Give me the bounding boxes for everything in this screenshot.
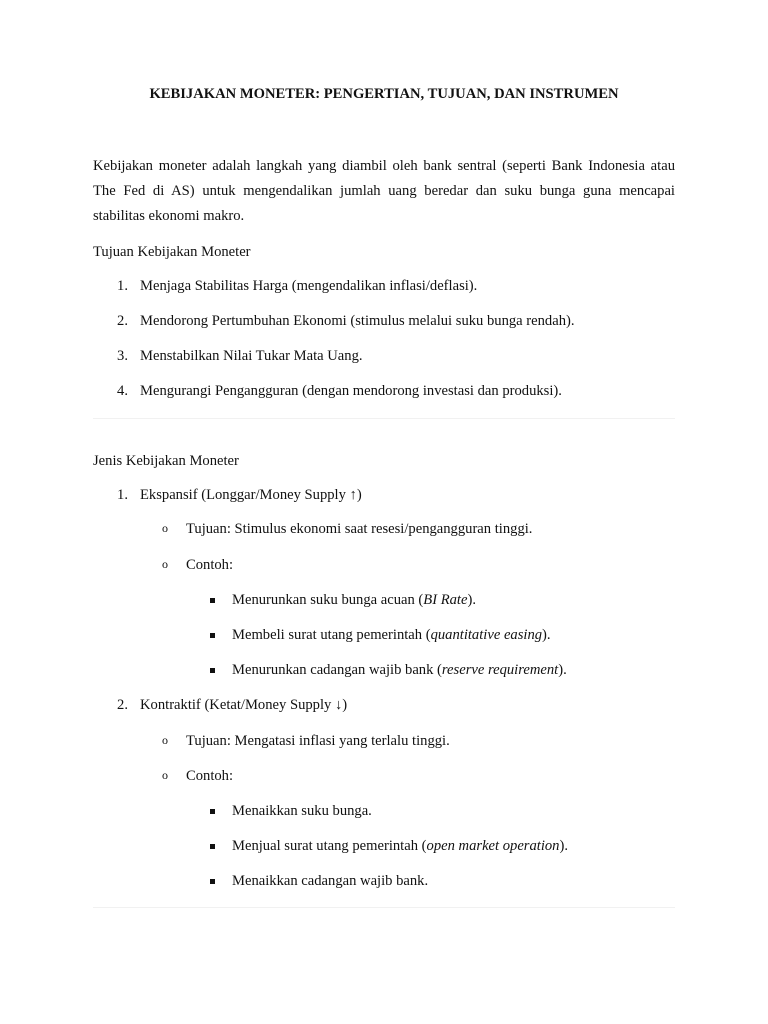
- kontraktif-contoh: Contoh:: [186, 768, 234, 784]
- hollow-bullet-icon: o: [162, 768, 168, 782]
- example-term: reserve requirement: [441, 662, 559, 678]
- example-suffix: ).: [467, 592, 476, 608]
- example-item: [232, 590, 476, 610]
- list-item-number: 2.: [117, 313, 128, 329]
- example-item: [232, 871, 428, 891]
- hollow-bullet-icon: o: [162, 557, 168, 571]
- list-item-number: 1.: [117, 487, 128, 503]
- example-term: quantitative easing: [430, 627, 543, 643]
- example-text: Menjual surat utang pemerintah (: [232, 838, 427, 854]
- list-item-text: Menjaga Stabilitas Harga (mengendalikan inflasi/deflasi).: [140, 278, 478, 294]
- hollow-bullet-icon: o: [162, 733, 168, 747]
- ekspansif-tujuan: Tujuan: Stimulus ekonomi saat resesi/pengangguran tinggi.: [186, 521, 533, 537]
- example-item: [232, 836, 568, 856]
- ekspansif-contoh: Contoh:: [186, 557, 234, 573]
- hollow-bullet-icon: o: [162, 521, 168, 535]
- example-suffix: ).: [559, 838, 568, 854]
- kontraktif-label: Kontraktif (Ketat/Money Supply ↓): [140, 697, 348, 713]
- list-item-number: 4.: [117, 383, 128, 399]
- example-term: BI Rate: [423, 592, 468, 608]
- example-text: Menaikkan suku bunga.: [232, 803, 372, 819]
- square-bullet-icon: [210, 633, 215, 638]
- example-item: [232, 625, 551, 645]
- example-item: [232, 660, 567, 680]
- list-item-number: 3.: [117, 348, 128, 364]
- list-item-text: Mendorong Pertumbuhan Ekonomi (stimulus melalui suku bunga rendah).: [140, 313, 575, 329]
- intro-paragraph: Kebijakan moneter adalah langkah yang diambil oleh bank sentral (seperti Bank Indonesia atau The Fed di AS) untuk mengendalikan jumlah uang beredar dan suku bunga guna mencapai stabilitas ekonomi makro.: [93, 158, 675, 224]
- square-bullet-icon: [210, 668, 215, 673]
- example-text: Menurunkan suku bunga acuan (: [232, 592, 424, 608]
- example-suffix: ).: [558, 662, 567, 678]
- example-suffix: ).: [542, 627, 551, 643]
- square-bullet-icon: [210, 809, 215, 814]
- list-item-number: 2.: [117, 697, 128, 713]
- example-text: Menurunkan cadangan wajib bank (: [232, 662, 442, 678]
- example-text: Menaikkan cadangan wajib bank.: [232, 873, 429, 889]
- list-item-text: Menstabilkan Nilai Tukar Mata Uang.: [140, 348, 363, 364]
- section-divider: [93, 418, 675, 419]
- list-item-text: Mengurangi Pengangguran (dengan mendorong investasi dan produksi).: [140, 383, 562, 399]
- document-title: KEBIJAKAN MONETER: PENGERTIAN, TUJUAN, DAN INSTRUMEN: [149, 86, 619, 102]
- square-bullet-icon: [210, 844, 215, 849]
- square-bullet-icon: [210, 879, 215, 884]
- list-item-number: 1.: [117, 278, 128, 294]
- example-term: open market operation: [426, 838, 560, 854]
- ekspansif-label: Ekspansif (Longgar/Money Supply ↑): [140, 487, 362, 503]
- section-divider: [93, 907, 675, 908]
- kontraktif-tujuan: Tujuan: Mengatasi inflasi yang terlalu tinggi.: [186, 733, 450, 749]
- example-item: [232, 801, 372, 821]
- example-text: Membeli surat utang pemerintah (: [232, 627, 431, 643]
- square-bullet-icon: [210, 598, 215, 603]
- tujuan-heading: Tujuan Kebijakan Moneter: [93, 244, 251, 260]
- jenis-heading: Jenis Kebijakan Moneter: [93, 453, 239, 469]
